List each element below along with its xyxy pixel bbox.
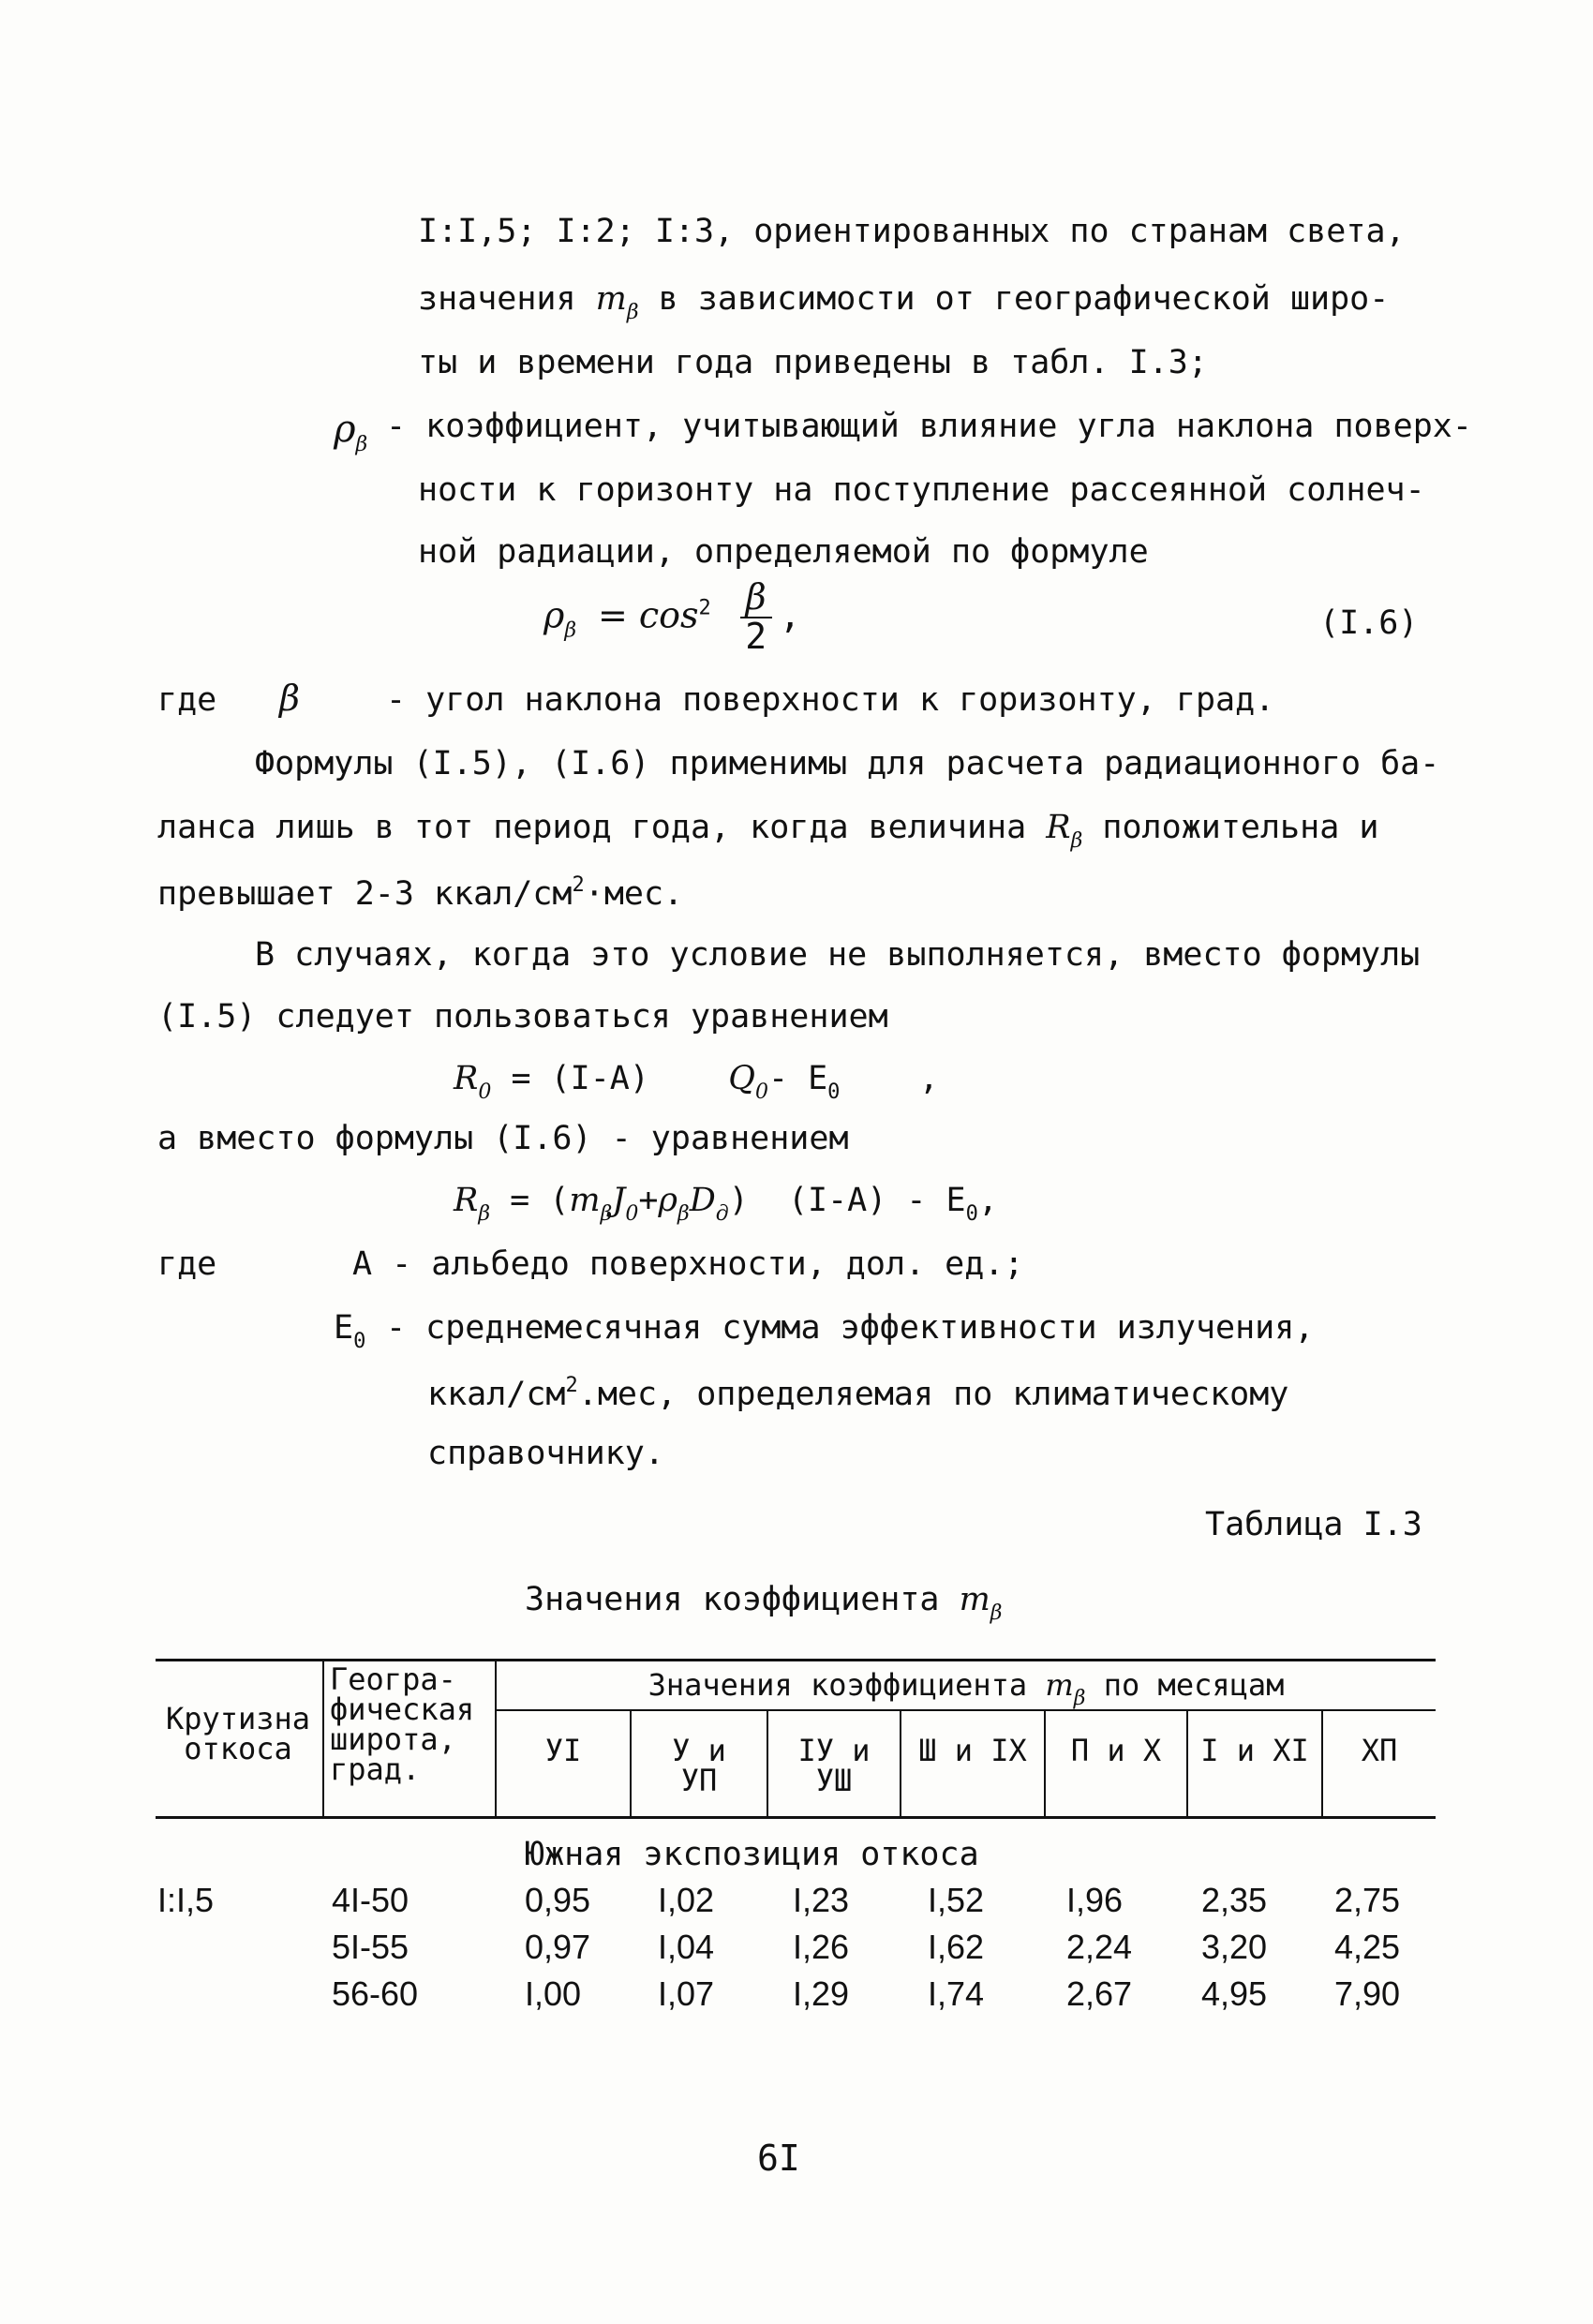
paragraph1-line1: I:I,5; I:2; I:3, ориентированных по странам света, (418, 213, 1406, 250)
zero-subscript: 0 (478, 1080, 492, 1104)
text-fragment: по месяцам (1103, 1667, 1285, 1703)
slope-value: I:I,5 (157, 1881, 215, 1919)
text-fragment: ккал/см (427, 1376, 566, 1413)
value-cell: 0,97 (525, 1928, 591, 1966)
table-title (525, 1581, 1003, 1625)
formula-1-6-number: (I.6) (1319, 604, 1419, 642)
value-cell: 2,75 (1334, 1881, 1401, 1919)
m-symbol: m (595, 280, 627, 318)
beta-subscript: β (478, 1202, 491, 1226)
header-month: П и X (1070, 1733, 1162, 1768)
latitude-cell: 5I-55 (332, 1928, 409, 1966)
value-cell: I,02 (658, 1881, 715, 1919)
close-paren: ) (728, 1182, 749, 1219)
rho-letter: ρ (543, 594, 565, 636)
superscript-2: 2 (572, 873, 585, 897)
value-cell: I,00 (525, 1974, 582, 2013)
zero-subscript: 0 (827, 1080, 841, 1104)
equals-paren: = ( (510, 1182, 570, 1219)
value-cell: I,26 (793, 1928, 850, 1966)
text-fragment: Значения коэффициента (648, 1667, 1028, 1703)
paragraph2-line2 (157, 809, 1379, 853)
e0-def-line3: справочнику. (427, 1435, 664, 1472)
beta-subscript: β (626, 301, 639, 324)
value-cell: I,23 (793, 1881, 850, 1919)
header-latitude: Геогра- фическая широта, град. (330, 1661, 475, 1787)
value-cell: 7,90 (1334, 1974, 1401, 2013)
header-month: Ш и IX (918, 1733, 1027, 1768)
zero-subscript: 0 (353, 1330, 366, 1353)
formula-tail: (I-A) - E (787, 1182, 966, 1219)
m-symbol: m (569, 1182, 601, 1219)
r-symbol: R (1046, 809, 1071, 846)
value-cell: I,96 (1066, 1881, 1124, 1919)
q-symbol: Q (728, 1060, 755, 1097)
rho-letter: ρ (334, 408, 356, 451)
beta-subscript: β (564, 618, 577, 643)
header-month: IУ и УШ (797, 1733, 871, 1798)
value-cell: I,29 (793, 1974, 850, 2013)
latitude-cell: 56-60 (332, 1974, 419, 2013)
beta-subscript: β (990, 1601, 1003, 1625)
beta-over-two (740, 576, 772, 657)
latitude-cell: 4I-50 (332, 1881, 409, 1919)
rho-letter: ρ (658, 1182, 677, 1219)
beta-symbol: β (279, 678, 300, 719)
where-label: где (157, 681, 217, 719)
rho-def-line3: ной радиации, определяемой по формуле (418, 533, 1149, 571)
beta-subscript: β (1073, 1687, 1086, 1710)
j-symbol: J (612, 1182, 626, 1219)
square-exponent: 2 (698, 596, 711, 620)
text-fragment: значения (418, 280, 576, 318)
value-cell: 4,95 (1201, 1974, 1268, 2013)
table-label: Таблица I.3 (1205, 1506, 1422, 1543)
cos-term: = cos (597, 594, 699, 636)
formula-tail: - E (767, 1060, 828, 1097)
e0-def-line2 (427, 1376, 1288, 1411)
rho-def-line2: ности к горизонту на поступление рассеянной солнеч- (418, 471, 1425, 509)
d-subscript: д (715, 1202, 729, 1226)
zero-subscript: 0 (625, 1202, 639, 1226)
paragraph2-line1: Формулы (I.5), (I.6) применимы для расчета радиационного ба- (255, 745, 1440, 782)
e-letter: E (334, 1309, 354, 1347)
header-month: У и УП (672, 1733, 726, 1798)
m-symbol: m (1045, 1667, 1074, 1703)
section-heading: Южная экспозиция откоса (525, 1836, 979, 1873)
text-fragment: превышает 2-3 ккал/см (157, 875, 573, 913)
value-cell: I,07 (658, 1974, 715, 2013)
where-label-2: где (157, 1245, 217, 1283)
paragraph3-line1: В случаях, когда это условие не выполняется, вместо формулы (255, 936, 1421, 974)
formula-1-6 (543, 576, 801, 657)
paragraph3-line2: (I.5) следует пользоваться уравнением (157, 998, 888, 1035)
header-monthly-values (497, 1667, 1436, 1710)
value-cell: I,74 (928, 1974, 985, 2013)
header-bottom-rule (156, 1816, 1436, 1819)
r-symbol: R (454, 1060, 479, 1097)
formula-comma: , (977, 1182, 998, 1219)
page-number: 6I (757, 2138, 800, 2179)
r-symbol: R (454, 1182, 479, 1219)
text-fragment: положительна и (1102, 809, 1379, 846)
text-fragment: Значения коэффициента (525, 1581, 940, 1618)
d-symbol: D (689, 1182, 716, 1219)
header-month: I и XI (1200, 1733, 1309, 1768)
value-cell: I,62 (928, 1928, 985, 1966)
beta-subscript: β (1070, 829, 1083, 853)
beta-subscript: β (600, 1202, 613, 1226)
value-cell: 2,67 (1066, 1974, 1133, 2013)
value-cell: 2,24 (1066, 1928, 1133, 1966)
formula-comma: , (779, 594, 801, 636)
zero-subscript: 0 (965, 1202, 978, 1226)
header-slope: Крутизна откоса (165, 1701, 311, 1766)
m-symbol: m (959, 1581, 990, 1618)
beta-subscript: β (677, 1202, 690, 1226)
text-fragment: в зависимости от географической широ- (658, 280, 1390, 318)
paragraph1-line2 (418, 280, 1390, 324)
instead-line: а вместо формулы (I.6) - уравнением (157, 1120, 849, 1157)
value-cell: I,04 (658, 1928, 715, 1966)
rho-def-line1: - коэффициент, учитывающий влияние угла наклона поверх- (386, 408, 1472, 445)
fraction-numerator: β (740, 579, 772, 618)
text-fragment: ·мес. (584, 875, 684, 913)
paragraph2-line3 (157, 875, 683, 911)
beta-definition: - угол наклона поверхности к горизонту, град. (386, 681, 1275, 719)
header-month: УI (544, 1733, 582, 1768)
value-cell: 4,25 (1334, 1928, 1401, 1966)
span-header-rule (495, 1709, 1436, 1711)
fraction-denominator: 2 (745, 615, 767, 657)
formula-rbeta (454, 1184, 998, 1225)
formula-comma: , (918, 1060, 939, 1097)
e0-symbol (334, 1309, 366, 1353)
value-cell: 3,20 (1201, 1928, 1268, 1966)
header-month: XП (1361, 1733, 1398, 1768)
text-fragment: ланса лишь в тот период года, когда величина (157, 809, 1027, 846)
value-cell: I,52 (928, 1881, 985, 1919)
formula-r0 (454, 1060, 939, 1104)
beta-subscript: β (355, 433, 368, 456)
paragraph1-line3: ты и времени года приведены в табл. I.3; (418, 344, 1208, 381)
rho-symbol (334, 410, 367, 455)
superscript-2: 2 (565, 1374, 578, 1397)
formula-middle: = (I-A) (511, 1060, 649, 1097)
albedo-definition: A - альбедо поверхности, дол. ед.; (352, 1245, 1024, 1283)
plus-sign: + (638, 1182, 659, 1219)
e0-def-line1: - среднемесячная сумма эффективности излучения, (386, 1309, 1315, 1347)
value-cell: 0,95 (525, 1881, 591, 1919)
text-fragment: .мес, определяемая по климатическому (577, 1376, 1289, 1413)
value-cell: 2,35 (1201, 1881, 1268, 1919)
zero-subscript: 0 (754, 1080, 768, 1104)
